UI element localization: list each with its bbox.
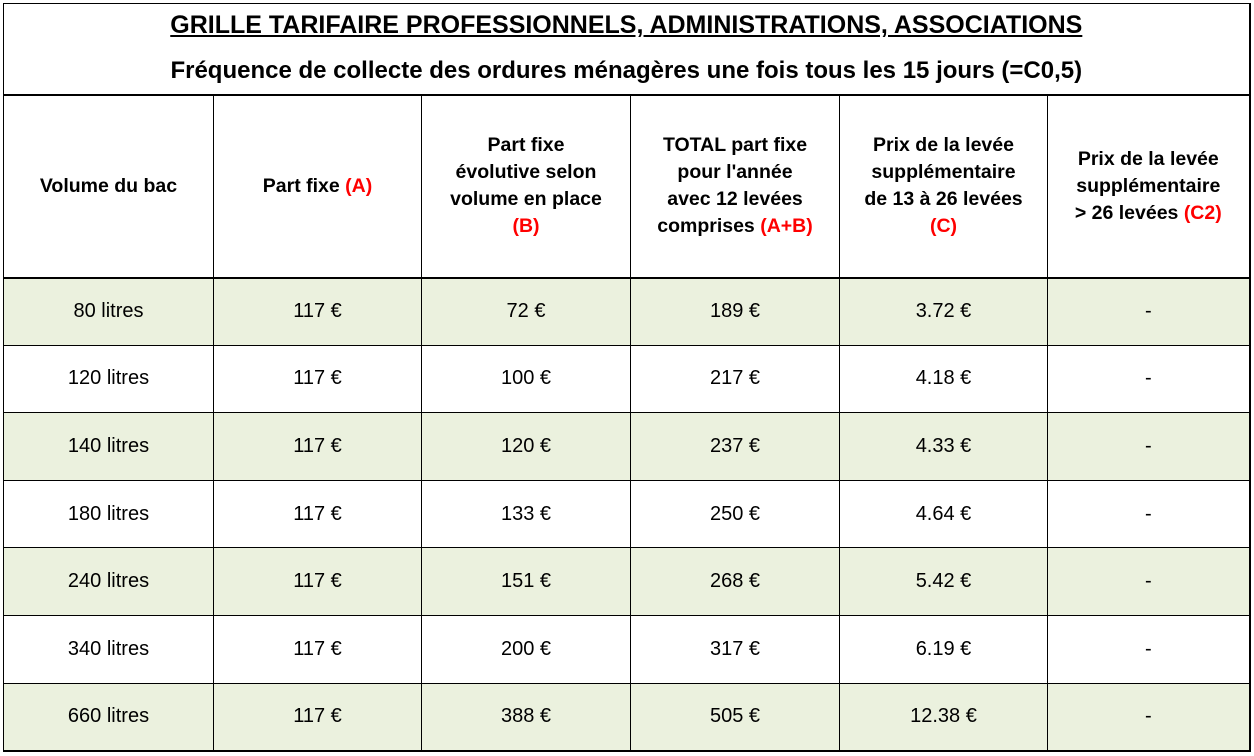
- cell-total: 217 €: [631, 345, 840, 413]
- cell-levee-over-26: -: [1048, 683, 1250, 751]
- cell-volume: 140 litres: [4, 413, 214, 481]
- header-cell-part-fixe: [214, 95, 422, 278]
- table-row: [4, 480, 1250, 548]
- cell-total: 237 €: [631, 413, 840, 481]
- header-line: volume en place: [450, 188, 602, 210]
- title-row: [4, 4, 1250, 48]
- cell-total: 189 €: [631, 278, 840, 346]
- cell-levee-13-26: 4.33 €: [840, 413, 1048, 481]
- header-ref: (B): [512, 215, 540, 237]
- cell-levee-over-26: -: [1048, 345, 1250, 413]
- cell-part-evolutive: 120 €: [422, 413, 631, 481]
- cell-levee-13-26: 6.19 €: [840, 615, 1048, 683]
- cell-volume: 340 litres: [4, 615, 214, 683]
- header-line: supplémentaire: [1076, 174, 1221, 197]
- header-line: > 26 levées: [1074, 201, 1179, 224]
- header-line: Part fixe: [487, 134, 565, 156]
- table-row: [4, 548, 1250, 616]
- cell-part-evolutive: 200 €: [422, 615, 631, 683]
- table-row: [4, 615, 1250, 683]
- header-line: évolutive selon: [455, 161, 597, 183]
- header-cell-total: [631, 95, 840, 278]
- cell-levee-over-26: -: [1048, 615, 1250, 683]
- header-line: Prix de la levée: [873, 134, 1014, 156]
- cell-levee-over-26: -: [1048, 413, 1250, 481]
- cell-total: 250 €: [631, 480, 840, 548]
- tariff-sheet: [3, 3, 1249, 748]
- cell-volume: 240 litres: [4, 548, 214, 616]
- cell-volume: 120 litres: [4, 345, 214, 413]
- cell-total: 505 €: [631, 683, 840, 751]
- cell-part-fixe: 117 €: [214, 278, 422, 346]
- cell-levee-13-26: 3.72 €: [840, 278, 1048, 346]
- cell-levee-13-26: 4.64 €: [840, 480, 1048, 548]
- cell-part-fixe: 117 €: [214, 683, 422, 751]
- cell-levee-over-26: -: [1048, 480, 1250, 548]
- cell-part-evolutive: 133 €: [422, 480, 631, 548]
- cell-volume: 660 litres: [4, 683, 214, 751]
- cell-levee-13-26: 4.18 €: [840, 345, 1048, 413]
- cell-total: 317 €: [631, 615, 840, 683]
- header-line: de 13 à 26 levées: [864, 188, 1023, 210]
- table-row: [4, 413, 1250, 481]
- cell-part-fixe: 117 €: [214, 615, 422, 683]
- cell-part-fixe: 117 €: [214, 548, 422, 616]
- header-line: Part fixe: [262, 174, 340, 197]
- cell-part-fixe: 117 €: [214, 413, 422, 481]
- cell-levee-13-26: 12.38 €: [840, 683, 1048, 751]
- header-cell-part-evolutive: [422, 95, 631, 278]
- header-line: avec 12 levées: [667, 188, 803, 210]
- table-row: [4, 683, 1250, 751]
- table-row: [4, 345, 1250, 413]
- cell-volume: 80 litres: [4, 278, 214, 346]
- header-cell-levee-13-26: [840, 95, 1048, 278]
- cell-part-fixe: 117 €: [214, 480, 422, 548]
- header-line: supplémentaire: [871, 161, 1016, 183]
- cell-part-fixe: 117 €: [214, 345, 422, 413]
- cell-part-evolutive: 72 €: [422, 278, 631, 346]
- header-ref: (A+B): [760, 215, 813, 237]
- header-line: Prix de la levée: [1077, 147, 1219, 170]
- header-cell-volume: [4, 95, 214, 278]
- subtitle-row: [4, 48, 1250, 95]
- header-cell-levee-over-26: [1048, 95, 1250, 278]
- cell-levee-over-26: -: [1048, 548, 1250, 616]
- cell-part-evolutive: 388 €: [422, 683, 631, 751]
- header-ref: (A): [345, 174, 373, 197]
- cell-part-evolutive: 151 €: [422, 548, 631, 616]
- header-line: TOTAL part fixe: [662, 134, 808, 156]
- cell-levee-over-26: -: [1048, 278, 1250, 346]
- header-row: [4, 95, 1250, 278]
- header-ref: (C): [929, 215, 958, 237]
- tariff-table: [3, 3, 1251, 752]
- header-line: Volume du bac: [39, 174, 178, 197]
- header-line: comprises: [657, 215, 755, 237]
- cell-part-evolutive: 100 €: [422, 345, 631, 413]
- header-ref: (C2): [1183, 201, 1222, 224]
- table-title: GRILLE TARIFAIRE PROFESSIONNELS, ADMINISTRATIONS, ASSOCIATIONS: [4, 4, 1250, 48]
- header-line: pour l'année: [677, 161, 793, 183]
- cell-levee-13-26: 5.42 €: [840, 548, 1048, 616]
- table-subtitle: Fréquence de collecte des ordures ménagères une fois tous les 15 jours (=C0,5): [4, 48, 1250, 95]
- cell-total: 268 €: [631, 548, 840, 616]
- table-row: [4, 278, 1250, 346]
- cell-volume: 180 litres: [4, 480, 214, 548]
